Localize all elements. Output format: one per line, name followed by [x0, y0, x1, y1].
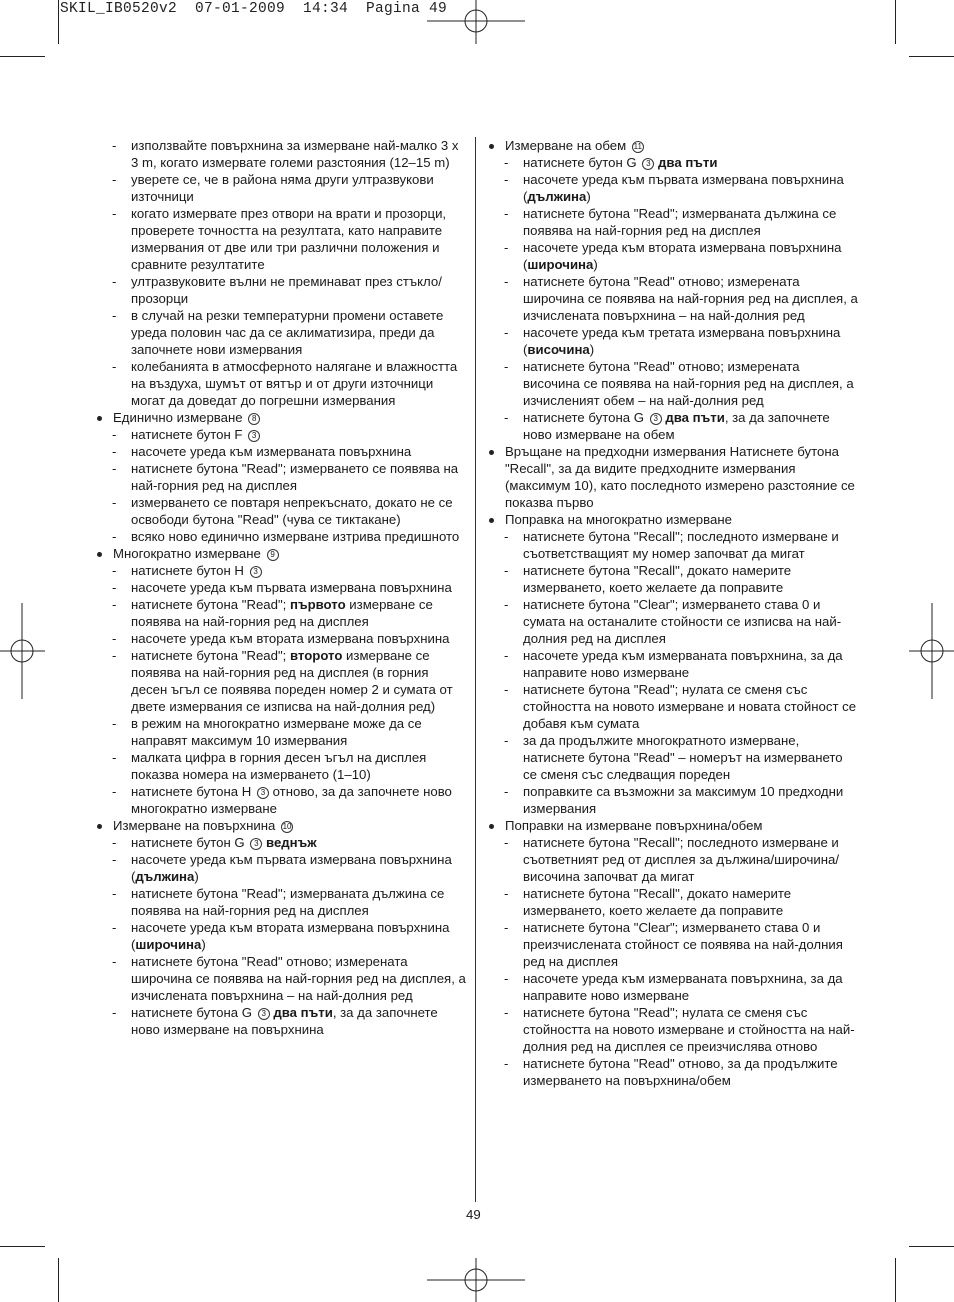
registration-mark-bottom: [427, 1258, 525, 1302]
item-text: използвайте повърхнина за измерване най-малко 3 x 3 m, когато измервате големи разстояния (12–15 m): [131, 138, 459, 170]
item-text: Поправка на многократно измерване: [505, 512, 732, 527]
dash-item: [487, 171, 859, 205]
item-text: натиснете бутона "Read"; измерването се появява на най-горния ред на дисплея: [131, 461, 459, 493]
dash-item: [95, 953, 467, 1004]
bold-text: височина: [527, 342, 590, 357]
dash-item: [487, 970, 859, 1004]
item-text: натиснете бутон F: [131, 427, 247, 442]
item-text: насочете уреда към втората измервана повърхнина (: [131, 920, 450, 952]
item-text: измерване се появява на най-горния ред на дисплея: [131, 597, 433, 629]
item-text: отново, за да започнете ново многократно измерване: [131, 784, 452, 816]
dash-item: [487, 562, 859, 596]
item-text: Връщане на предходни измервания Натиснете бутона "Recall", за да видите предходните измервания (максимум 10), като последното измерено разстояние се показва първо: [505, 444, 855, 510]
item-text: измерване се появява на най-горния ред на дисплея (в горния десен ъгъл се появява пореден номер 2 и сумата от двете измервания се изписва на най-долния ред): [131, 648, 453, 714]
item-text: натиснете бутона "Read"; нулата се сменя със стойността на новото измерване и новата стойност се добавя към сумата: [523, 682, 857, 731]
item-text: насочете уреда към втората измервана повърхнина: [131, 631, 450, 646]
item-text: измерването се повтаря непрекъснато, докато не се освободи бутона "Read" (чува се тиктакане): [131, 495, 453, 527]
dash-item: [95, 426, 467, 443]
dash-item: [95, 749, 467, 783]
item-text: ): [589, 342, 595, 357]
dash-item: [95, 358, 467, 409]
item-text: натиснете бутона "Read";: [131, 597, 290, 612]
dash-item: [95, 460, 467, 494]
item-text: натиснете бутона "Clear"; измерването става 0 и сумата на останалите стойности се изписва на най-долния ред на дисплея: [523, 597, 842, 646]
item-text: насочете уреда към първата измервана повърхнина (: [131, 852, 452, 884]
dash-item: [487, 596, 859, 647]
bold-text: първото: [289, 597, 346, 612]
registration-mark-top: [427, 0, 525, 44]
crop-mark: [58, 0, 59, 44]
item-text: насочете уреда към измерваната повърхнина, за да направите ново измерване: [523, 648, 843, 680]
bold-text: два пъти: [273, 1005, 333, 1020]
item-text: ): [194, 869, 199, 884]
dash-item: [487, 324, 859, 358]
item-text: натиснете бутон H: [131, 563, 248, 578]
circled-number: 3: [258, 1008, 270, 1020]
dash-item: [95, 783, 467, 817]
dash-item: [487, 1055, 859, 1089]
item-text: натиснете бутона "Read";: [131, 648, 290, 663]
dash-item: [487, 919, 859, 970]
bullet-item: [487, 443, 859, 511]
item-text: насочете уреда към първата измервана повърхнина (: [523, 172, 844, 204]
item-text: натиснете бутон G: [131, 835, 249, 850]
item-text: натиснете бутона "Recall"; последното измерване и съответният ред от дисплея за дължина/широчина/височина започват да мигат: [523, 835, 840, 884]
dash-item: [95, 273, 467, 307]
registration-mark-right: [909, 603, 954, 699]
dash-item: [95, 647, 467, 715]
crop-mark: [0, 1246, 45, 1247]
left-column: [95, 137, 467, 1038]
dash-item: [95, 137, 467, 171]
dash-item: [487, 239, 859, 273]
item-text: натиснете бутона "Read" отново; измерената широчина се появява на най-горния ред на дисплея, а изчислената повърхнина – на най-долния ред: [131, 954, 466, 1003]
bullet-item: [95, 545, 467, 562]
crop-mark: [58, 1258, 59, 1302]
bullet-item: [487, 817, 859, 834]
item-text: Измерване на обем: [505, 138, 630, 153]
dash-item: [95, 494, 467, 528]
item-text: за да продължите многократното измерване, натиснете бутона "Read" – номерът на измерването се сменя със следващия пореден: [523, 733, 843, 782]
bold-text: дължина: [135, 869, 195, 884]
dash-item: [487, 834, 859, 885]
right-column: [487, 137, 859, 1089]
dash-item: [487, 681, 859, 732]
circled-number: 11: [633, 142, 642, 151]
left-item-list: [95, 137, 467, 1038]
item-text: натиснете бутона "Read" отново; измерената височина се появява на най-горния ред на дисплея, а изчисленият обем – на най-долния ред: [523, 359, 854, 408]
circled-number: 3: [248, 430, 260, 442]
dash-item: [95, 630, 467, 647]
item-text: насочете уреда към третата измервана повърхнина (: [523, 325, 841, 357]
circled-number: 3: [650, 413, 662, 425]
item-text: Единично измерване: [113, 410, 247, 425]
item-text: , за да започнете ново измерване на повърхнина: [131, 1005, 438, 1037]
crop-mark: [909, 1246, 954, 1247]
crop-mark: [909, 56, 954, 57]
dash-item: [95, 1004, 467, 1038]
item-text: колебанията в атмосферното налягане и влажността на въздуха, шумът от вятър и от други източници могат да доведат до погрешни измервания: [131, 359, 458, 408]
item-text: в случай на резки температурни промени оставете уреда половин час да се аклиматизира, преди да започнете нови измервания: [131, 308, 444, 357]
registration-mark-left: [0, 603, 45, 699]
crop-mark: [895, 1258, 896, 1302]
item-text: ултразвуковите вълни не преминават през стъкло/прозорци: [131, 274, 442, 306]
dash-item: [95, 562, 467, 579]
circled-number: 9: [267, 549, 279, 561]
right-item-list: [487, 137, 859, 1089]
item-text: , за да започнете ново измерване на обем: [523, 410, 830, 442]
dash-item: [95, 307, 467, 358]
item-text: натиснете бутона "Read" отново; измерената широчина се появява на най-горния ред на дисплея, а изчислената повърхнина – на най-долния ред: [523, 274, 858, 323]
dash-item: [95, 205, 467, 273]
print-header: SKIL_IB0520v2 07-01-2009 14:34 Pagina 49: [60, 1, 448, 17]
bullet-item: [487, 511, 859, 528]
bold-text: два пъти: [658, 155, 718, 170]
item-text: уверете се, че в района няма други ултразвукови източници: [131, 172, 434, 204]
item-text: натиснете бутона "Recall", докато намерите измерването, което желаете да поправите: [523, 886, 792, 918]
bold-text: второто: [289, 648, 343, 663]
dash-item: [95, 919, 467, 953]
circled-number: 3: [250, 566, 262, 578]
item-text: ): [201, 937, 206, 952]
dash-item: [487, 732, 859, 783]
dash-item: [487, 783, 859, 817]
item-text: Поправки на измерване повърхнина/обем: [505, 818, 763, 833]
circled-number: 8: [248, 413, 260, 425]
item-text: насочете уреда към измерваната повърхнина, за да направите ново измерване: [523, 971, 843, 1003]
item-text: ): [593, 257, 598, 272]
bold-text: веднъж: [266, 835, 317, 850]
dash-item: [487, 205, 859, 239]
item-text: натиснете бутона H: [131, 784, 255, 799]
dash-item: [95, 443, 467, 460]
item-text: всяко ново единично измерване изтрива предишното: [131, 529, 460, 544]
dash-item: [487, 528, 859, 562]
item-text: натиснете бутона "Read"; измерваната дължина се появява на най-горния ред на дисплея: [131, 886, 445, 918]
dash-item: [487, 154, 859, 171]
item-text: натиснете бутона G: [523, 410, 648, 425]
item-text: насочете уреда към втората измервана повърхнина (: [523, 240, 842, 272]
item-text: Измерване на повърхнина: [113, 818, 280, 833]
page-number: 49: [466, 1207, 481, 1222]
circled-number: 3: [642, 158, 654, 170]
dash-item: [487, 885, 859, 919]
bold-text: дължина: [527, 189, 587, 204]
dash-item: [487, 647, 859, 681]
dash-item: [487, 358, 859, 409]
item-text: когато измервате през отвори на врати и прозорци, проверете точността на резултата, като направите измервания от две или три различни положения и сравните резултатите: [131, 206, 447, 272]
item-text: натиснете бутона "Recall"; последното измерване и съответстващият му номер започват да мигат: [523, 529, 839, 561]
item-text: натиснете бутона "Clear"; измерването става 0 и преизчислената стойност се появява на най-долния ред на дисплея: [523, 920, 843, 969]
bold-text: широчина: [527, 257, 594, 272]
dash-item: [95, 715, 467, 749]
item-text: натиснете бутона "Recall", докато намерите измерването, което желаете да поправите: [523, 563, 792, 595]
bullet-item: [487, 137, 859, 154]
circled-number: 3: [257, 787, 269, 799]
dash-item: [95, 528, 467, 545]
crop-mark: [895, 0, 896, 44]
bullet-item: [95, 817, 467, 834]
bullet-item: [95, 409, 467, 426]
bold-text: два пъти: [665, 410, 725, 425]
dash-item: [95, 579, 467, 596]
dash-item: [95, 885, 467, 919]
item-text: малката цифра в горния десен ъгъл на дисплея показва номера на измерването (1–10): [131, 750, 427, 782]
column-divider: [475, 137, 476, 1202]
bold-text: широчина: [135, 937, 202, 952]
item-text: натиснете бутона "Read" отново, за да продължите измерването на повърхнина/обем: [523, 1056, 838, 1088]
dash-item: [487, 409, 859, 443]
dash-item: [95, 596, 467, 630]
item-text: поправките са възможни за максимум 10 предходни измервания: [523, 784, 844, 816]
item-text: Многократно измерване: [113, 546, 265, 561]
dash-item: [487, 1004, 859, 1055]
item-text: натиснете бутона "Read"; измерваната дължина се появява на най-горния ред на дисплея: [523, 206, 837, 238]
item-text: в режим на многократно измерване може да се направят максимум 10 измервания: [131, 716, 422, 748]
item-text: ): [586, 189, 591, 204]
dash-item: [95, 851, 467, 885]
item-text: натиснете бутон G: [523, 155, 641, 170]
circled-number: 3: [250, 838, 262, 850]
crop-mark: [0, 56, 45, 57]
dash-item: [95, 171, 467, 205]
item-text: натиснете бутона G: [131, 1005, 256, 1020]
dash-item: [487, 273, 859, 324]
item-text: натиснете бутона "Read"; нулата се сменя със стойността на новото измерване и стойността на най-долния ред на дисплея се преизчислява отново: [523, 1005, 855, 1054]
item-text: насочете уреда към първата измервана повърхнина: [131, 580, 452, 595]
dash-item: [95, 834, 467, 851]
circled-number: 10: [282, 822, 292, 831]
item-text: насочете уреда към измерваната повърхнина: [131, 444, 412, 459]
